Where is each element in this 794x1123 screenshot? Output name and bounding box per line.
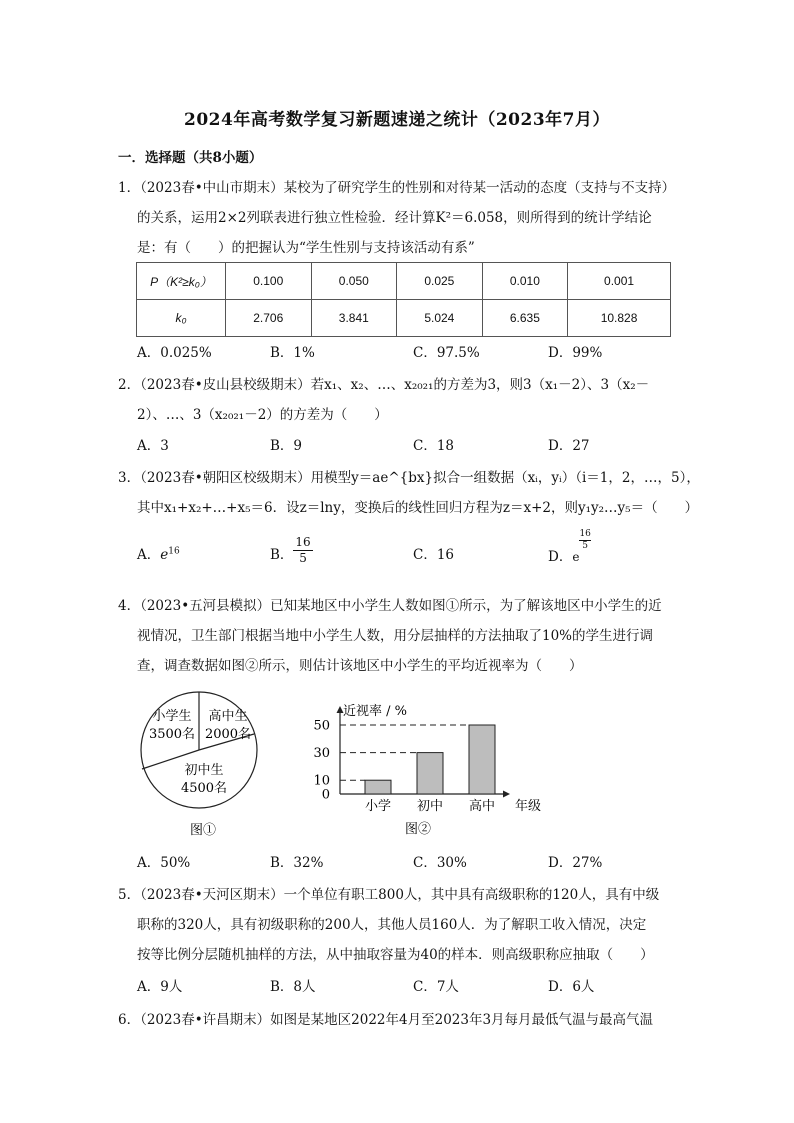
q4-line-2: 视情况，卫生部门根据当地中小学生人数，用分层抽样的方法抽取了10%的学生进行调 — [137, 628, 654, 644]
figure-2-caption: 图② — [404, 822, 432, 837]
q2-options — [137, 434, 697, 454]
table-cell: 6.635 — [482, 300, 568, 337]
section-heading: 一．选择题（共8小题） — [118, 150, 263, 166]
option-a[interactable]: A．9人 — [137, 979, 183, 995]
table-cell: 0.050 — [311, 263, 397, 300]
option-d-numerator: 16 — [579, 529, 591, 539]
pie-label-primary: 小学生 — [152, 709, 192, 724]
table-row-label-p: P（K²≥k₀） — [137, 263, 226, 300]
x-axis-arrow-icon — [503, 791, 510, 798]
table-cell: 0.010 — [482, 263, 568, 300]
option-b[interactable]: B．32% — [270, 855, 324, 871]
q5-line-3: 按等比例分层随机抽样的方法，从中抽取容量为40的样本．则高级职称应抽取（ ） — [137, 947, 654, 963]
figure-1-pie — [128, 690, 278, 840]
pie-count-middle: 4500名 — [180, 781, 228, 796]
q6-line-1: 6．（2023春•许昌期末）如图是某地区2022年4月至2023年3月每月最低气温与最高气温 — [118, 1012, 654, 1028]
table-cell: 3.841 — [311, 300, 397, 337]
q2-line-2: 2）、…、3（x₂₀₂₁－2）的方差为（ ） — [137, 407, 388, 423]
table-cell: 10.828 — [568, 300, 671, 337]
table-row — [137, 300, 671, 337]
q1-line-1: 1．（2023春•中山市期末）某校为了研究学生的性别和对待某一活动的态度（支持与不支持） — [118, 180, 676, 196]
q1-line-2: 的关系，运用2×2列联表进行独立性检验．经计算K²＝6.058，则所得到的统计学结论 — [137, 210, 652, 226]
option-c[interactable]: C．18 — [413, 438, 455, 454]
option-b-numerator: 16 — [295, 535, 311, 549]
option-b[interactable]: B．1% — [270, 345, 315, 361]
option-a-label: A． — [137, 547, 161, 563]
table-cell: 0.025 — [397, 263, 483, 300]
q5-line-2: 职称的320人，具有初级职称的200人，其他人员160人．为了解职工收入情况，决定 — [137, 917, 647, 933]
q4-line-1: 4．（2023•五河县模拟）已知某地区中小学生人数如图①所示，为了解该地区中小学生的近 — [118, 598, 662, 614]
option-c[interactable]: C．16 — [413, 547, 455, 563]
option-d[interactable]: D．6人 — [548, 979, 595, 995]
critical-value-table — [136, 262, 671, 337]
option-a-base: e — [160, 547, 169, 563]
q1-options — [137, 341, 697, 361]
chart-x-axis-label: 年级 — [515, 799, 542, 814]
option-c[interactable]: C．97.5% — [413, 345, 480, 361]
option-d-denominator: 5 — [582, 541, 589, 551]
chart-category-label: 初中 — [416, 799, 444, 814]
q1-line-3: 是：有（ ）的把握认为“学生性别与支持该活动有系” — [137, 240, 475, 256]
option-b-fraction — [293, 535, 312, 566]
chart-bar-3 — [469, 725, 495, 794]
q3-line-1: 3．（2023春•朝阳区校级期末）用模型y＝ae^{bx}拟合一组数据（xᵢ，yᵢ）（i＝1，2，…，5）， — [118, 470, 700, 486]
chart-bar-1 — [365, 780, 391, 794]
q5-options — [137, 975, 697, 995]
option-d-exponent-fraction — [579, 529, 590, 552]
chart-y-axis-label: 近视率 / % — [343, 704, 407, 719]
option-a[interactable]: A．3 — [137, 438, 169, 454]
figure-1-caption: 图① — [189, 823, 217, 838]
option-d[interactable]: D．27% — [548, 855, 603, 871]
pie-label-high: 高中生 — [208, 709, 248, 724]
table-row-label-k: k₀ — [137, 300, 226, 337]
option-a[interactable]: A．0.025% — [137, 345, 212, 361]
pie-count-primary: 3500名 — [148, 727, 196, 742]
chart-y-tick-label: 10 — [313, 773, 330, 789]
option-d-label: D． — [548, 549, 573, 565]
pie-count-high: 2000名 — [204, 727, 252, 742]
option-b[interactable]: B．9 — [270, 438, 303, 454]
option-b[interactable]: B．8人 — [270, 979, 316, 995]
option-b-label: B． — [270, 547, 294, 563]
chart-y-tick-label: 50 — [313, 718, 330, 734]
q3-line-2: 其中x₁+x₂+…+x₅＝6．设z＝lny，变换后的线性回归方程为z＝x+2，则y₁y₂…y₅＝（ ） — [137, 500, 699, 516]
option-b-denominator: 5 — [299, 551, 307, 565]
chart-category-label: 小学 — [364, 799, 392, 814]
q5-line-1: 5．（2023春•天河区期末）一个单位有职工800人，其中具有高级职称的120人，具有中级 — [118, 887, 660, 903]
option-c[interactable]: C．30% — [413, 855, 467, 871]
table-cell: 0.100 — [226, 263, 312, 300]
option-a-exponent: 16 — [168, 546, 180, 557]
chart-category-label: 高中 — [468, 799, 496, 814]
q2-line-1: 2．（2023春•皮山县校级期末）若x₁、x₂、…、x₂₀₂₁的方差为3，则3（x₁－2）、3（x₂－ — [118, 377, 650, 393]
option-d[interactable] — [548, 529, 591, 565]
q3-options — [137, 529, 697, 575]
option-d[interactable]: D．27 — [548, 438, 590, 454]
option-d-base: e — [572, 550, 580, 564]
option-b[interactable] — [270, 535, 313, 566]
option-a[interactable] — [137, 543, 180, 563]
table-row — [137, 263, 671, 300]
q4-options — [137, 851, 697, 871]
chart-y-tick-label: 30 — [313, 746, 330, 762]
table-cell: 0.001 — [568, 263, 671, 300]
q4-line-3: 查，调查数据如图②所示，则估计该地区中小学生的平均近视率为（ ） — [137, 658, 583, 674]
table-cell: 2.706 — [226, 300, 312, 337]
option-d[interactable]: D．99% — [548, 345, 603, 361]
chart-bar-2 — [417, 753, 443, 794]
option-a[interactable]: A．50% — [137, 855, 191, 871]
figure-2-bar-chart — [310, 696, 560, 840]
table-cell: 5.024 — [397, 300, 483, 337]
chart-y-tick-label: 0 — [321, 787, 330, 803]
pie-label-middle: 初中生 — [184, 763, 224, 778]
page-title: 2024年高考数学复习新题速递之统计（2023年7月） — [184, 110, 610, 130]
option-c[interactable]: C．7人 — [413, 979, 459, 995]
